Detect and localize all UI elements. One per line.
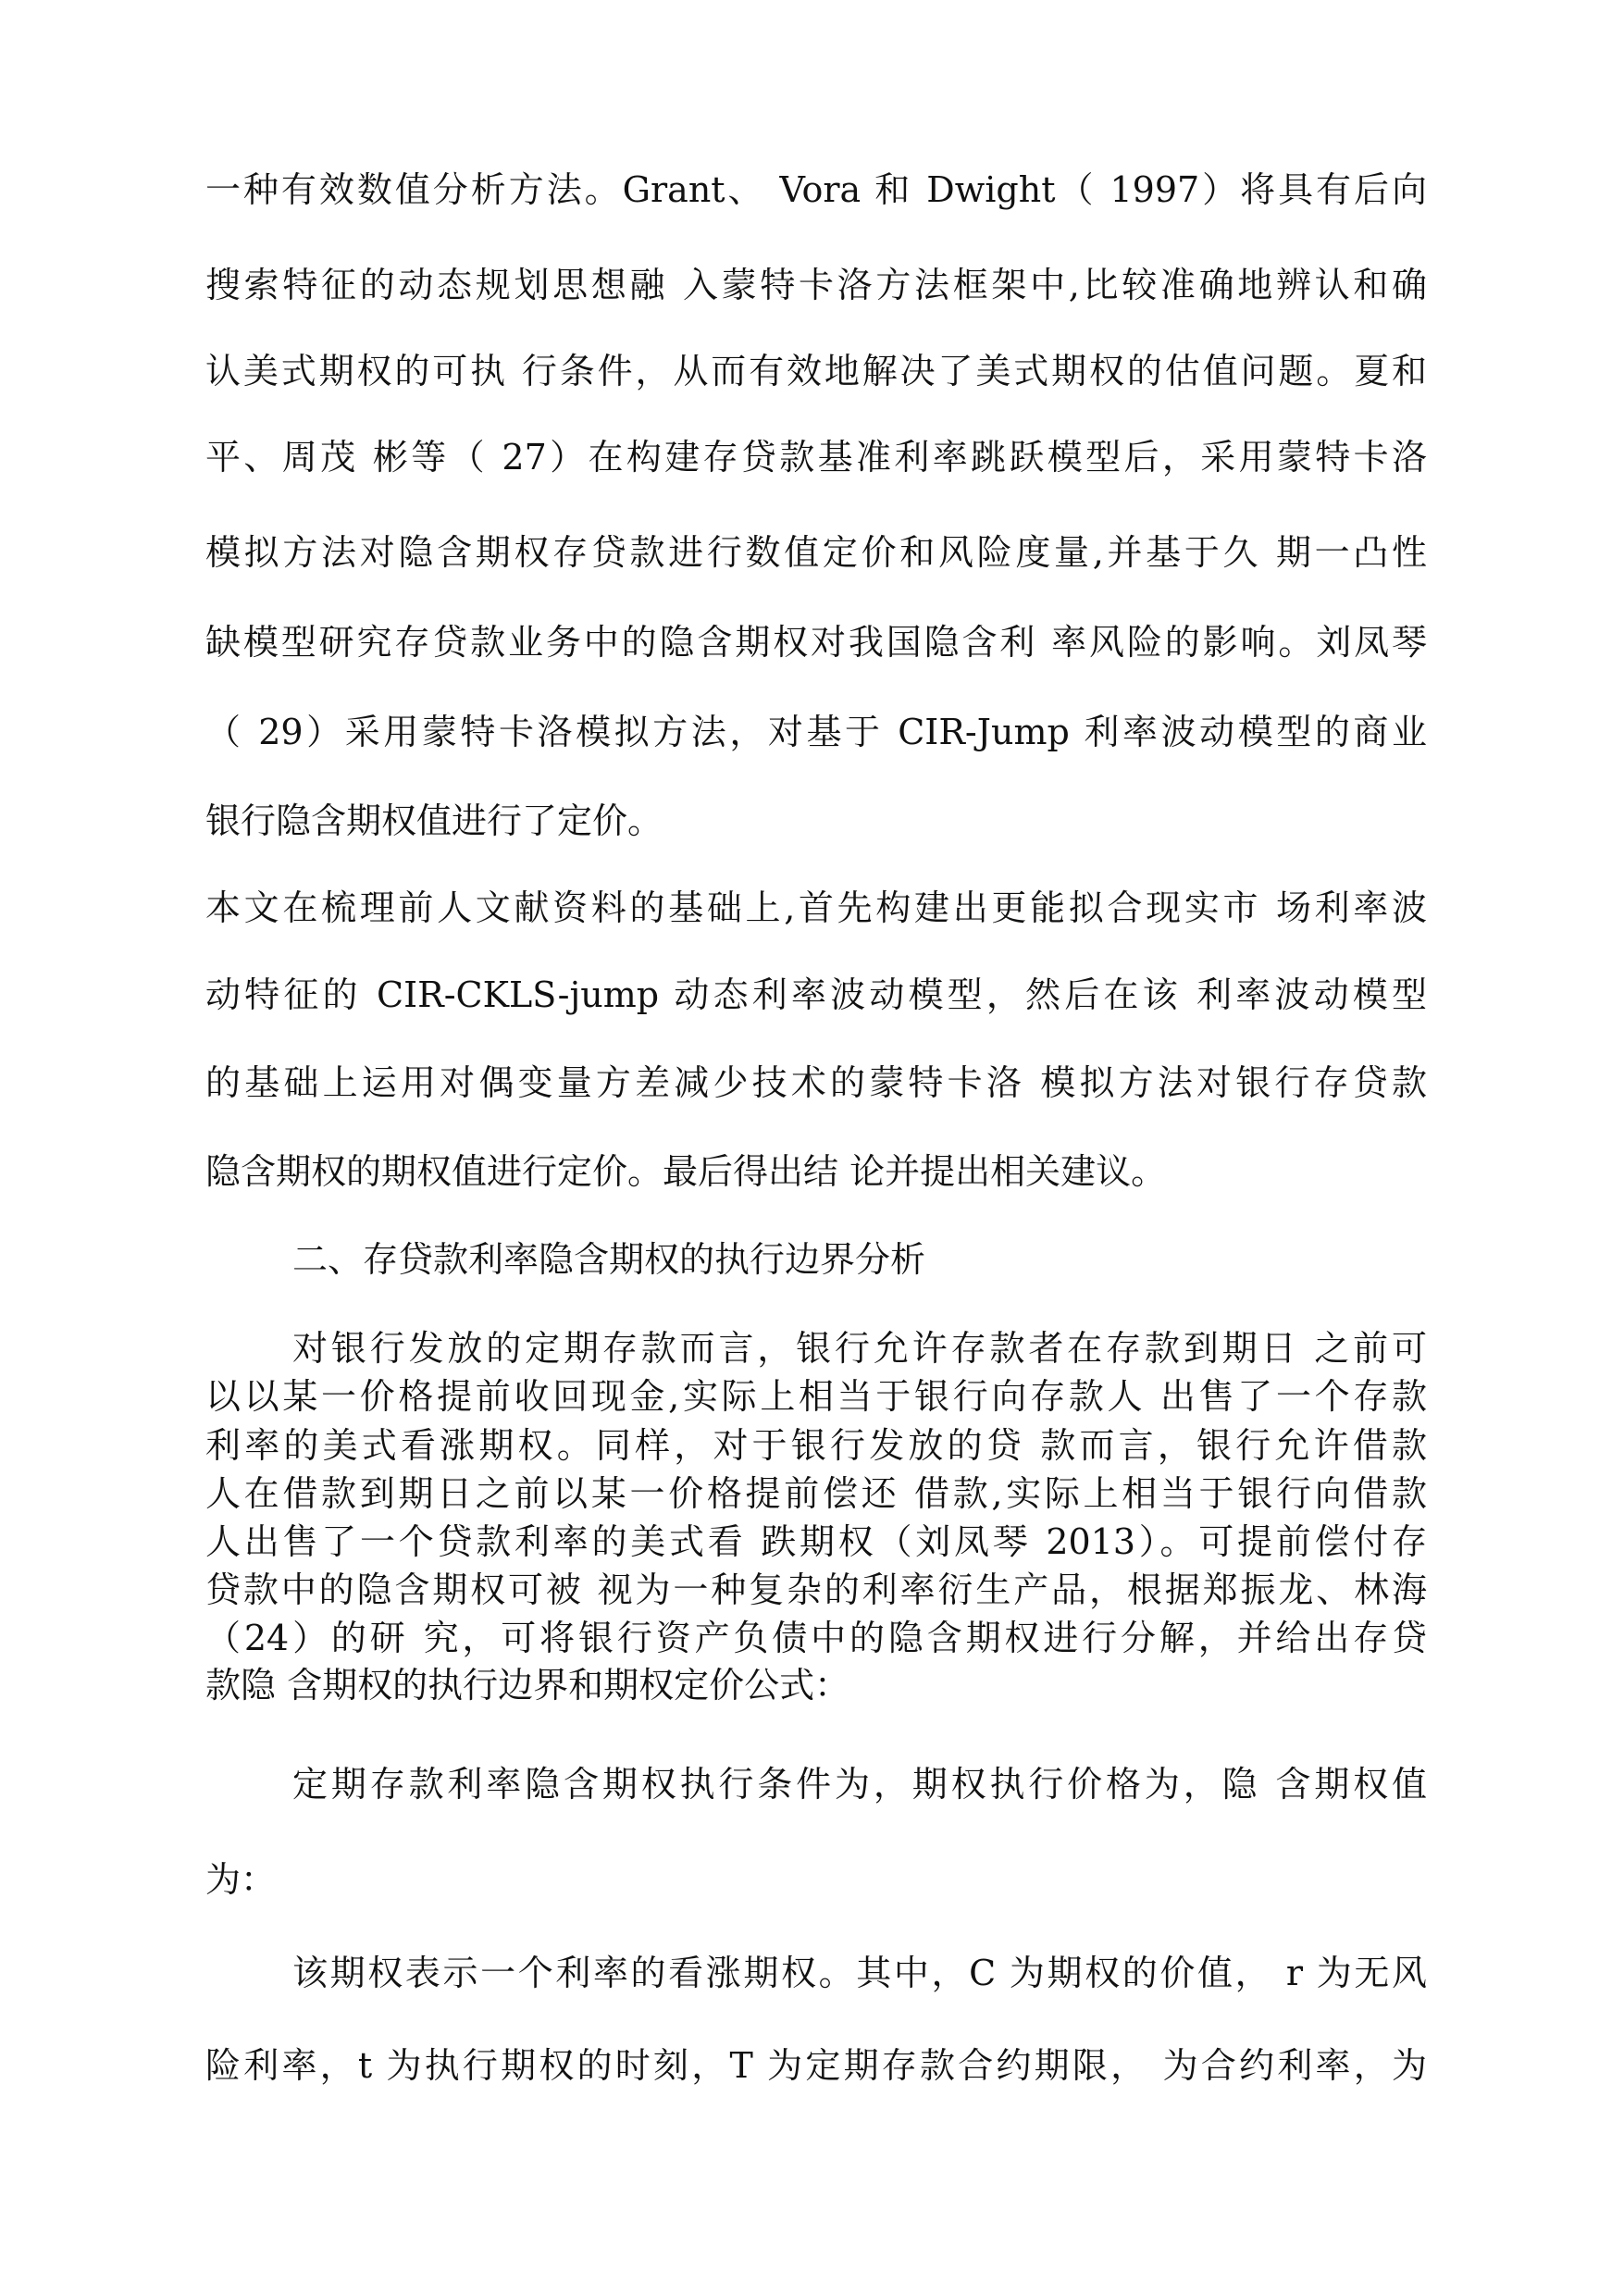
text-line: 的基础上运用对偶变量方差减少技术的蒙特卡洛 模拟方法对银行存贷款 [205, 1062, 1427, 1103]
text-line: 对银行发放的定期存款而言，银行允许存款者在存款到期日 之前可 [292, 1328, 1427, 1369]
text-line: 险利率，t 为执行期权的时刻，T 为定期存款合约期限， 为合约利率，为 [205, 2045, 1427, 2086]
text-line: 缺模型研究存贷款业务中的隐含期权对我国隐含利 率风险的影响。刘凤琴 [205, 622, 1427, 663]
text-line: （ 29）采用蒙特卡洛模拟方法，对基于 CIR-Jump 利率波动模型的商业 [205, 712, 1427, 752]
text-line: 人出售了一个贷款利率的美式看 跌期权（刘凤琴 2013）。可提前偿付存 [205, 1521, 1427, 1562]
text-line: 款隐 含期权的执行边界和期权定价公式： [205, 1665, 850, 1706]
text-line: 以以某一价格提前收回现金,实际上相当于银行向存款人 出售了一个存款 [205, 1376, 1427, 1417]
text-line: 平、周茂 彬等（ 27）在构建存贷款基准利率跳跃模型后，采用蒙特卡洛 [205, 437, 1427, 478]
text-line: 认美式期权的可执 行条件，从而有效地解决了美式期权的估值问题。夏和 [205, 351, 1427, 391]
text-line: 人在借款到期日之前以某一价格提前偿还 借款,实际上相当于银行向借款 [205, 1473, 1427, 1514]
text-line: 模拟方法对隐含期权存贷款进行数值定价和风险度量,并基于久 期一凸性 [205, 532, 1427, 573]
text-line: 贷款中的隐含期权可被 视为一种复杂的利率衍生产品，根据郑振龙、林海 [205, 1569, 1427, 1610]
text-line: 为： [205, 1859, 277, 1900]
section-heading: 二、存贷款利率隐含期权的执行边界分析 [292, 1239, 926, 1280]
text-line: 一种有效数值分析方法。Grant、 Vora 和 Dwight（ 1997）将具有后向 [205, 169, 1427, 210]
text-line: 搜索特征的动态规划思想融 入蒙特卡洛方法框架中,比较准确地辨认和确 [205, 265, 1427, 305]
text-line: 利率的美式看涨期权。同样，对于银行发放的贷 款而言，银行允许借款 [205, 1425, 1427, 1466]
text-line: 定期存款利率隐含期权执行条件为，期权执行价格为，隐 含期权值 [292, 1764, 1427, 1805]
text-line: 动特征的 CIR-CKLS-jump 动态利率波动模型，然后在该 利率波动模型 [205, 974, 1427, 1015]
text-line: 银行隐含期权值进行了定价。 [205, 800, 663, 841]
text-line: （24）的研 究，可将银行资产负债中的隐含期权进行分解，并给出存贷 [205, 1618, 1427, 1658]
text-line: 隐含期权的期权值进行定价。最后得出结 论并提出相关建议。 [205, 1151, 1167, 1192]
text-line: 本文在梳理前人文献资料的基础上,首先构建出更能拟合现实市 场利率波 [205, 887, 1427, 928]
text-line: 该期权表示一个利率的看涨期权。其中，C 为期权的价值， r 为无风 [292, 1953, 1427, 1993]
